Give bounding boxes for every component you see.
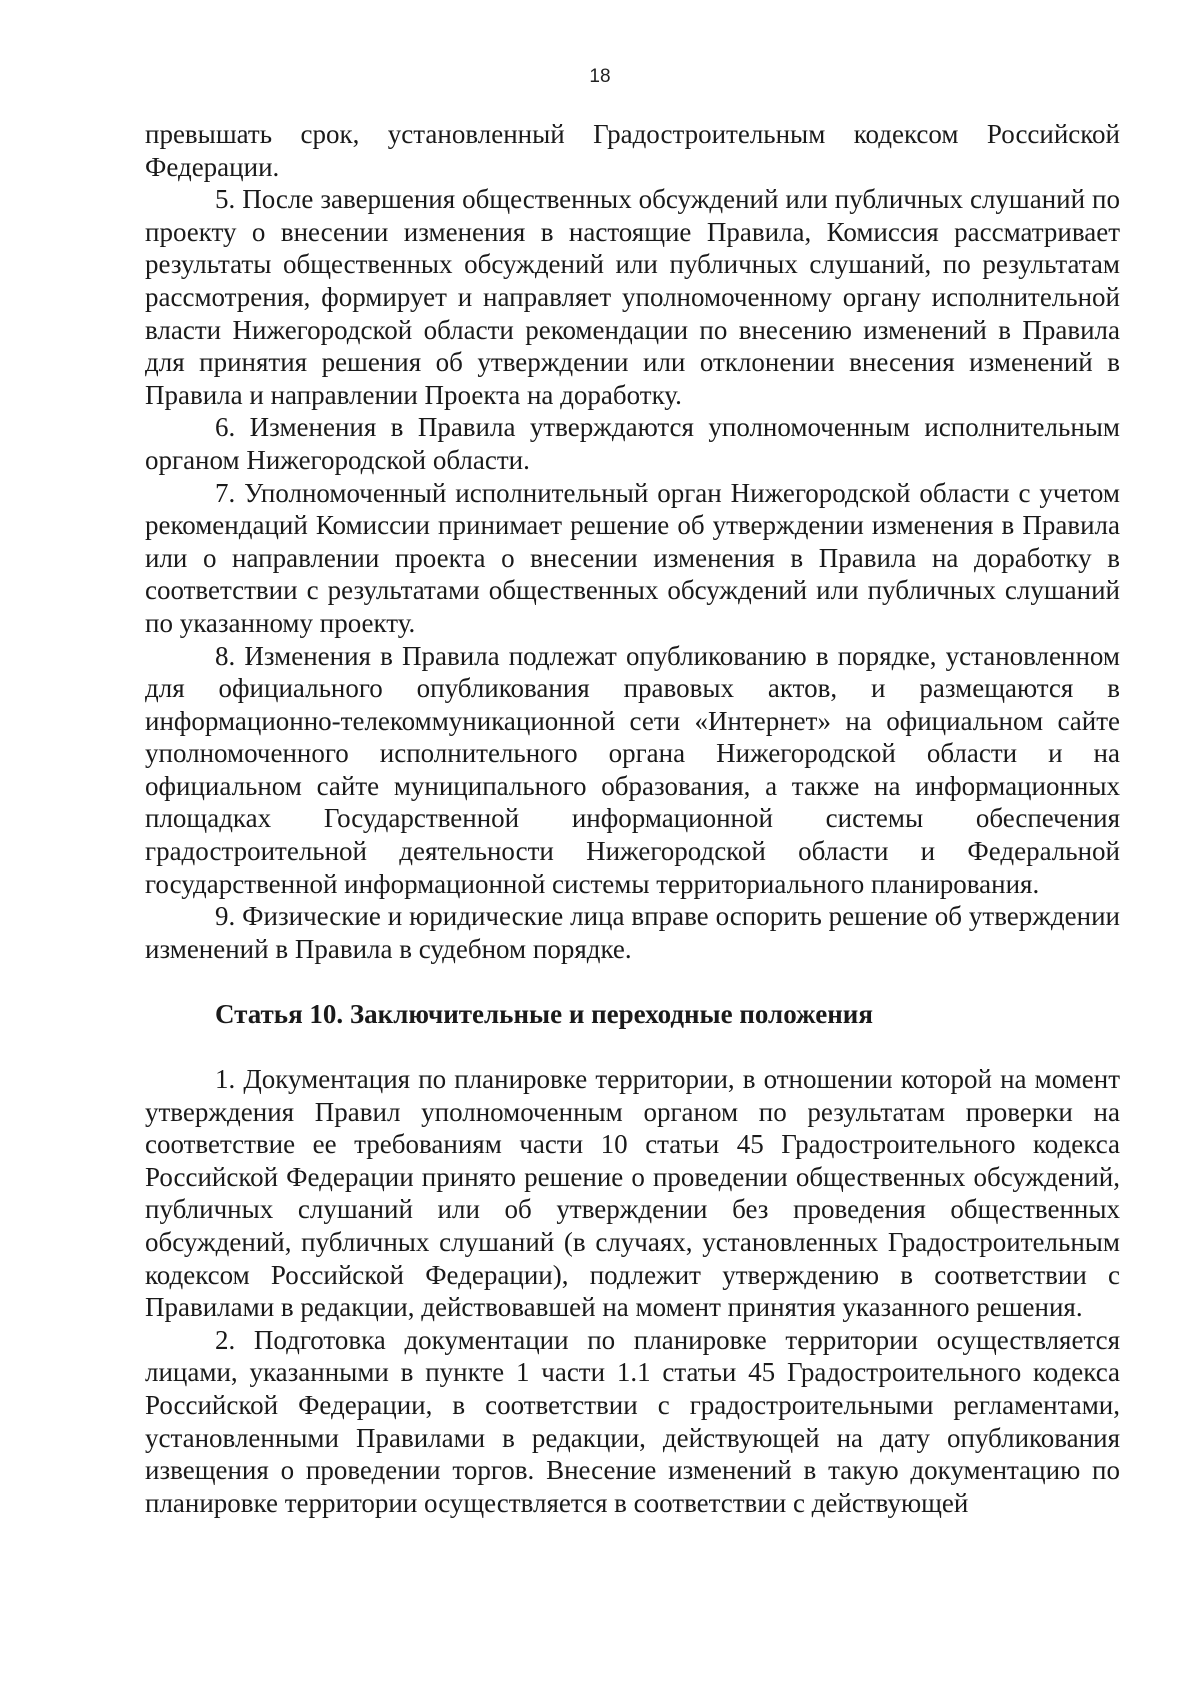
page-number: 18	[589, 66, 611, 87]
document-body	[145, 118, 1120, 1519]
paragraph-continuation: превышать срок, установленный Градостроительным кодексом Российской Федерации.	[145, 119, 1120, 182]
paragraph-article10-item-1: 1. Документация по планировке территории, в отношении которой на момент утверждения Правил уполномоченным органом по результатам проверки на соответствие ее требованиям части 10 статьи 45 Градостроительного кодекса Российской Федерации принято решение о проведении общественных обсуждений, публичных слушаний или об утверждении без проведения общественных обсуждений, публичных слушаний (в случаях, установленных Градостроительным кодексом Российской Федерации), подлежит утверждению в соответствии с Правилами в редакции, действовавшей на момент принятия указанного решения.	[145, 1064, 1120, 1323]
paragraph-item-9: 9. Физические и юридические лица вправе оспорить решение об утверждении изменений в Правила в судебном порядке.	[145, 901, 1120, 964]
paragraph-item-8: 8. Изменения в Правила подлежат опубликованию в порядке, установленном для официального опубликования правовых актов, и размещаются в информационно-телекоммуникационной сети «Интернет» на официальном сайте уполномоченного исполнительного органа Нижегородской области и на официальном сайте муниципального образования, а также на информационных площадках Государственной информационной системы обеспечения градостроительной деятельности Нижегородской области и Федеральной государственной информационной системы территориального планирования.	[145, 640, 1120, 899]
paragraph-article10-item-2: 2. Подготовка документации по планировке территории осуществляется лицами, указанными в пункте 1 части 1.1 статьи 45 Градостроительного кодекса Российской Федерации, в соответствии с градостроительными регламентами, установленными Правилами в редакции, действующей на дату опубликования извещения о проведении торгов. Внесение изменений в такую документацию по планировке территории осуществляется в соответствии с действующей	[145, 1324, 1120, 1518]
paragraph-item-5: 5. После завершения общественных обсуждений или публичных слушаний по проекту о внесении изменения в настоящие Правила, Комиссия рассматривает результаты общественных обсуждений или публичных слушаний, по результатам рассмотрения, формирует и направляет уполномоченному органу исполнительной власти Нижегородской области рекомендации по внесению изменений в Правила для принятия решения об утверждении или отклонении внесения изменений в Правила и направлении Проекта на доработку.	[145, 184, 1120, 410]
paragraph-item-7: 7. Уполномоченный исполнительный орган Нижегородской области с учетом рекомендаций Комиссии принимает решение об утверждении изменения в Правила или о направлении проекта о внесении изменения в Правила на доработку в соответствии с результатами общественных обсуждений или публичных слушаний по указанному проекту.	[145, 477, 1120, 638]
paragraph-item-6: 6. Изменения в Правила утверждаются уполномоченным исполнительным органом Нижегородской области.	[145, 412, 1120, 475]
article-heading: Статья 10. Заключительные и переходные положения	[215, 999, 873, 1030]
